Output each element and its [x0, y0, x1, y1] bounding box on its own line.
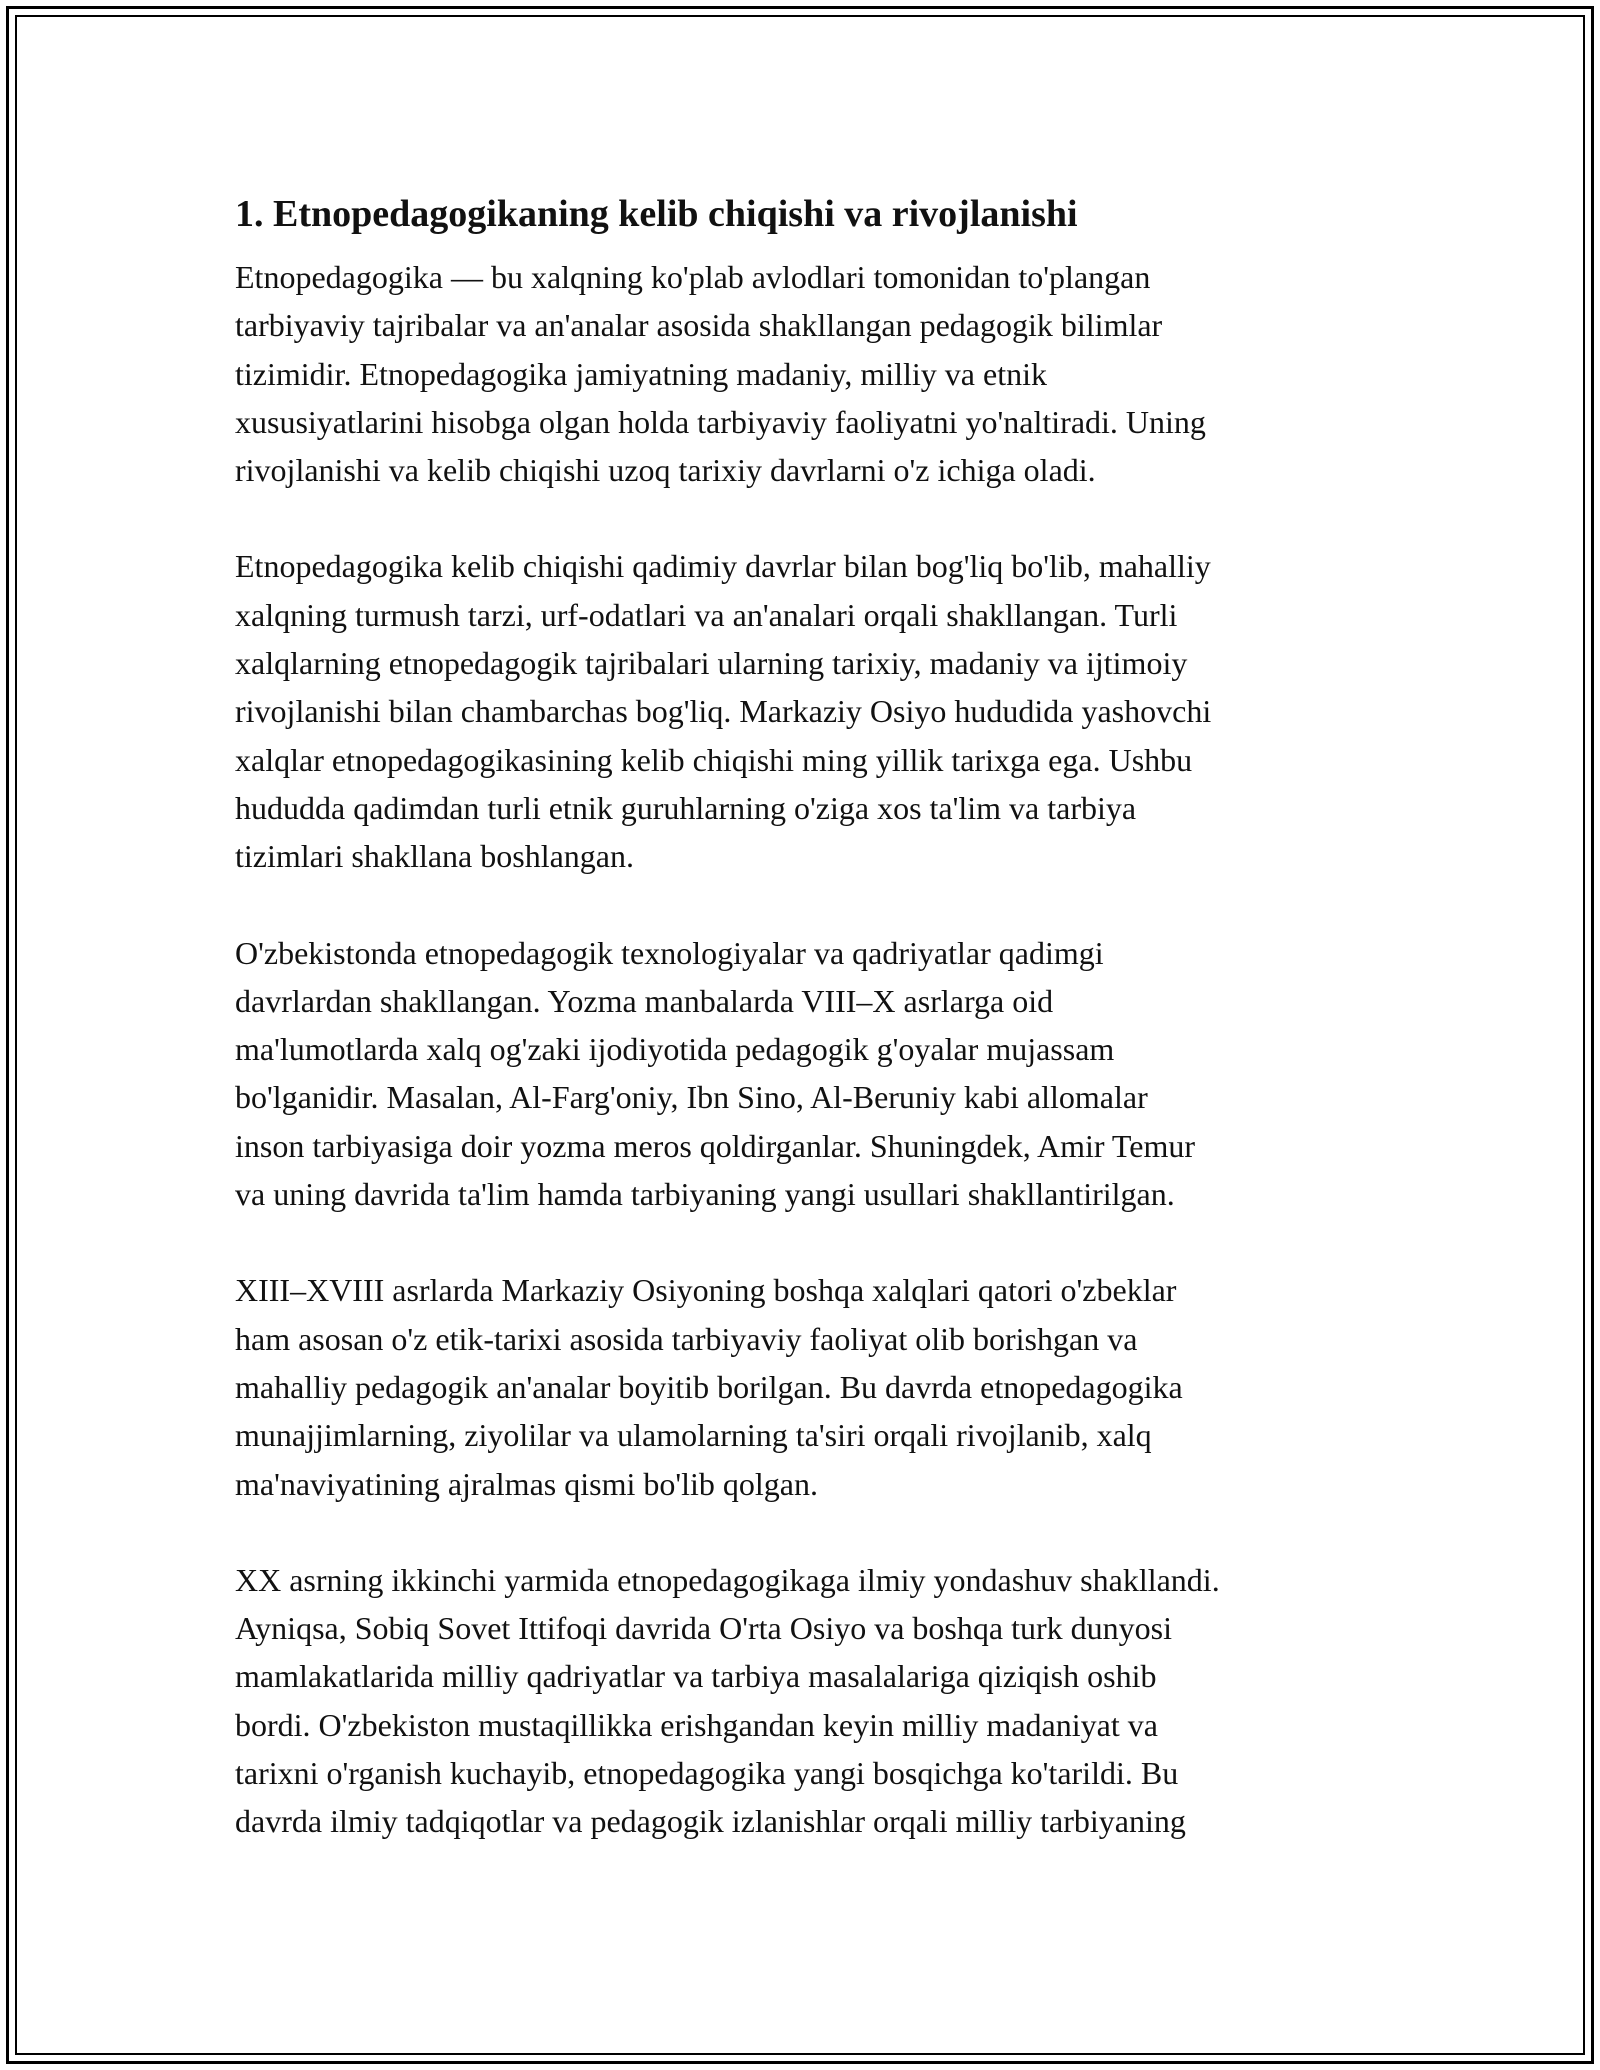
text-line: hududda qadimdan turli etnik guruhlarning o'ziga xos ta'lim va tarbiya [235, 789, 1137, 826]
paragraph-4 [235, 1266, 1385, 1507]
text-line: tarbiyaviy tajribalar va an'analar asosida shakllangan pedagogik bilimlar [235, 307, 1163, 344]
paragraph-3 [235, 929, 1385, 1219]
text-line: davrlardan shakllangan. Yozma manbalarda VIII–X asrlarga oid [235, 982, 1054, 1019]
text-line: davrda ilmiy tadqiqotlar va pedagogik izlanishlar orqali milliy tarbiyaning [235, 1803, 1186, 1840]
text-line: ma'naviyatining ajralmas qismi bo'lib qolgan. [235, 1465, 818, 1502]
text-line: xususiyatlarini hisobga olgan holda tarbiyaviy faoliyatni yo'naltiradi. Uning [235, 403, 1206, 440]
text-line: rivojlanishi va kelib chiqishi uzoq tarixiy davrlarni o'z ichiga oladi. [235, 452, 1096, 489]
text-line: tizimlari shakllana boshlangan. [235, 838, 634, 875]
text-line: bo'lganidir. Masalan, Al-Farg'oniy, Ibn Sino, Al-Beruniy kabi allomalar [235, 1079, 1148, 1116]
paragraph-5 [235, 1556, 1385, 1846]
text-line: va uning davrida ta'lim hamda tarbiyaning yangi usullari shakllantirilgan. [235, 1176, 1175, 1213]
text-line: O'zbekistonda etnopedagogik texnologiyalar va qadriyatlar qadimgi [235, 934, 1104, 971]
text-line: xalqlarning etnopedagogik tajribalari ularning tarixiy, madaniy va ijtimoiy [235, 645, 1188, 682]
text-line: Etnopedagogika — bu xalqning ko'plab avlodlari tomonidan to'plangan [235, 259, 1151, 295]
text-line: tizimidir. Etnopedagogika jamiyatning madaniy, milliy va etnik [235, 355, 1047, 392]
text-line: Etnopedagogika kelib chiqishi qadimiy davrlar bilan bog'liq bo'lib, mahalliy [235, 548, 1211, 585]
text-line: ham asosan o'z etik-tarixi asosida tarbiyaviy faoliyat olib borishgan va [235, 1320, 1138, 1357]
text-line: ma'lumotlarda xalq og'zaki ijodiyotida pedagogik g'oyalar mujassam [235, 1031, 1115, 1068]
text-line: rivojlanishi bilan chambarchas bog'liq. Markaziy Osiyo hududida yashovchi [235, 693, 1212, 730]
section-heading: 1. Etnopedagogikaning kelib chiqishi va rivojlanishi [235, 193, 1078, 235]
text-line: mamlakatlarida milliy qadriyatlar va tarbiya masalalariga qiziqish oshib [235, 1658, 1157, 1695]
text-line: mahalliy pedagogik an'analar boyitib borilgan. Bu davrda etnopedagogika [235, 1368, 1183, 1405]
text-line: tarixni o'rganish kuchayib, etnopedagogika yangi bosqichga ko'tarildi. Bu [235, 1755, 1179, 1792]
paragraph-1 [235, 253, 1385, 494]
text-line: xalqlar etnopedagogikasining kelib chiqishi ming yillik tarixga ega. Ushbu [235, 741, 1193, 778]
document-body [235, 185, 1385, 1894]
text-line: Ayniqsa, Sobiq Sovet Ittifoqi davrida O'rta Osiyo va boshqa turk dunyosi [235, 1610, 1172, 1647]
text-line: XIII–XVIII asrlarda Markaziy Osiyoning boshqa xalqlari qatori o'zbeklar [235, 1272, 1177, 1309]
text-line: XX asrning ikkinchi yarmida etnopedagogikaga ilmiy yondashuv shakllandi. [235, 1561, 1220, 1598]
text-line: inson tarbiyasiga doir yozma meros qoldirganlar. Shuningdek, Amir Temur [235, 1127, 1195, 1164]
text-line: xalqning turmush tarzi, urf-odatlari va an'analari orqali shakllangan. Turli [235, 596, 1178, 633]
text-line: bordi. O'zbekiston mustaqillikka erishgandan keyin milliy madaniyat va [235, 1706, 1158, 1743]
paragraph-2 [235, 542, 1385, 880]
text-line: munajjimlarning, ziyolilar va ulamolarning ta'siri orqali rivojlanib, xalq [235, 1417, 1152, 1454]
